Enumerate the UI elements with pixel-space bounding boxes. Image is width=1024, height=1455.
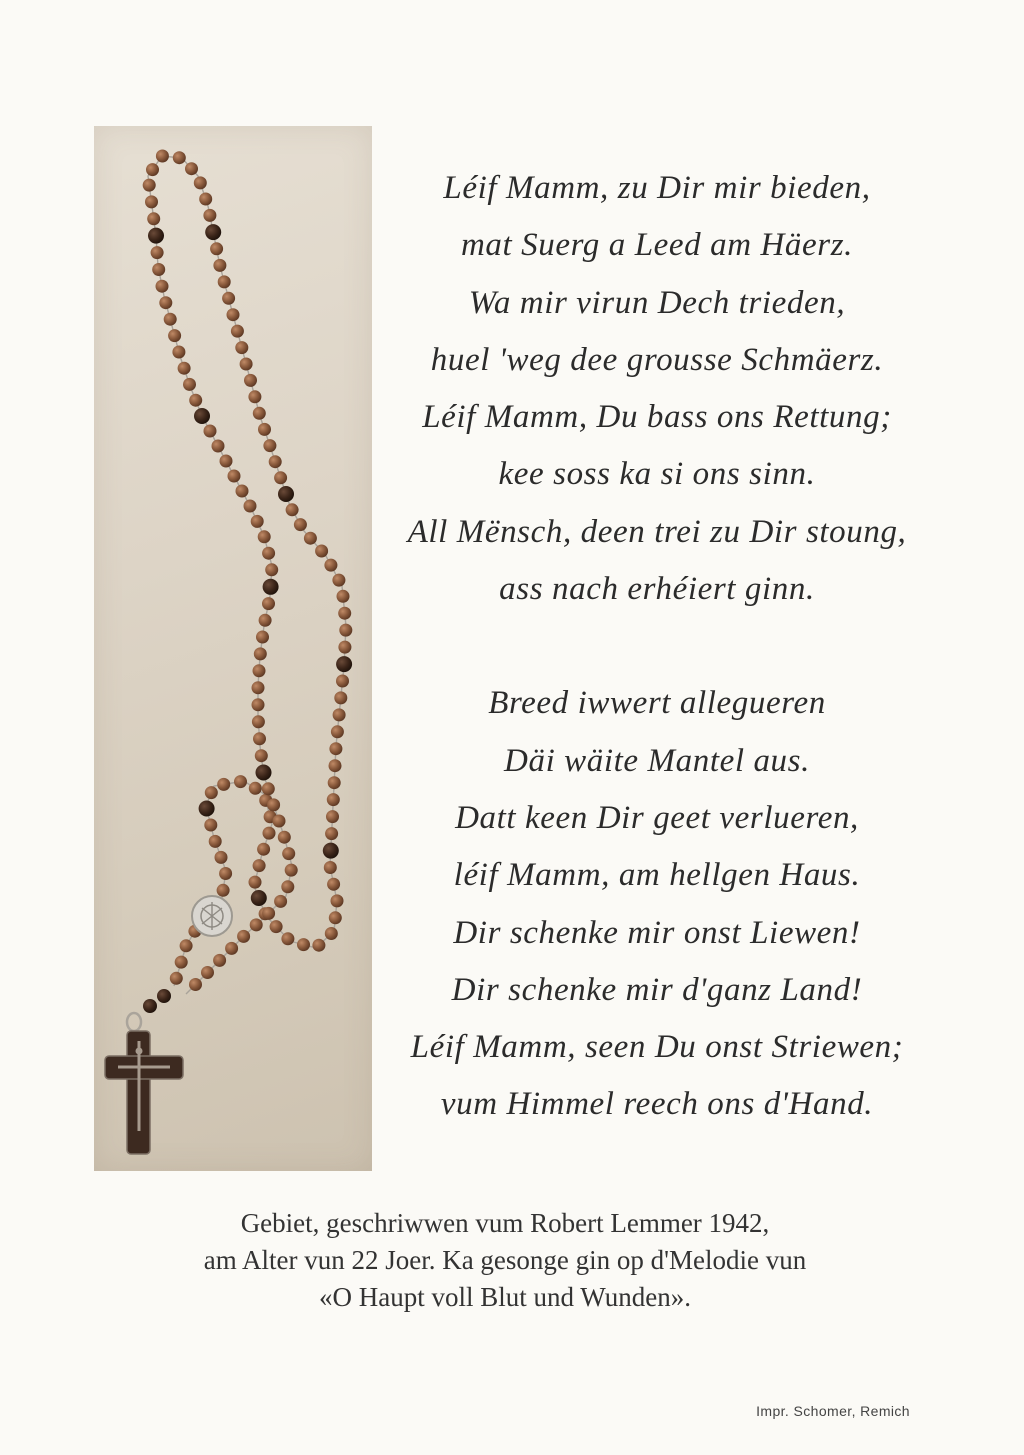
rosary-bead-dark bbox=[251, 890, 267, 906]
rosary-bead-dark bbox=[205, 224, 221, 240]
poem-line: kee soss ka si ons sinn. bbox=[498, 456, 816, 493]
rosary-bead bbox=[327, 793, 340, 806]
rosary-bead bbox=[315, 545, 328, 558]
poem-line: Léif Mamm, Du bass ons Rettung; bbox=[422, 399, 892, 436]
rosary-bead bbox=[282, 847, 295, 860]
rosary-bead bbox=[274, 471, 287, 484]
rosary-bead bbox=[294, 518, 307, 531]
poem-line: Dir schenke mir d'ganz Land! bbox=[451, 971, 863, 1008]
rosary-bead bbox=[329, 759, 342, 772]
rosary-bead bbox=[170, 972, 183, 985]
rosary-bead bbox=[240, 358, 253, 371]
caption bbox=[110, 1205, 900, 1316]
rosary-bead bbox=[173, 151, 186, 164]
rosary-bead bbox=[183, 378, 196, 391]
rosary-bead bbox=[194, 176, 207, 189]
rosary-bead bbox=[231, 325, 244, 338]
caption-line: Gebiet, geschriwwen vum Robert Lemmer 1942, bbox=[240, 1208, 770, 1238]
rosary-bead bbox=[258, 530, 271, 543]
poem-line: Dir schenke mir onst Liewen! bbox=[453, 914, 861, 951]
rosary-bead bbox=[304, 532, 317, 545]
rosary-bead bbox=[259, 614, 272, 627]
rosary-bead bbox=[273, 815, 286, 828]
rosary-bead bbox=[175, 956, 188, 969]
rosary-bead bbox=[227, 308, 240, 321]
rosary-bead bbox=[278, 831, 291, 844]
poem-stanza-2 bbox=[392, 675, 922, 1133]
rosary-bead bbox=[331, 725, 344, 738]
rosary-bead bbox=[156, 150, 169, 163]
rosary-bead bbox=[244, 374, 257, 387]
rosary-bead bbox=[143, 179, 156, 192]
rosary-bead bbox=[219, 867, 232, 880]
poem-line: Léif Mamm, seen Du onst Striewen; bbox=[410, 1029, 904, 1066]
rosary-bead bbox=[257, 843, 270, 856]
rosary-bead bbox=[334, 691, 347, 704]
rosary-bead bbox=[164, 313, 177, 326]
poem-line: léif Mamm, am hellgen Haus. bbox=[453, 857, 861, 894]
rosary-bead bbox=[333, 708, 346, 721]
rosary-bead bbox=[222, 292, 235, 305]
rosary-bead bbox=[332, 574, 345, 587]
rosary-bead bbox=[152, 263, 165, 276]
rosary-bead bbox=[269, 455, 282, 468]
rosary-bead bbox=[236, 485, 249, 498]
rosary-bead bbox=[145, 195, 158, 208]
rosary-bead bbox=[217, 778, 230, 791]
rosary-bead bbox=[265, 563, 278, 576]
rosary-bead bbox=[218, 275, 231, 288]
rosary-bead bbox=[244, 500, 257, 513]
rosary-bead-dark bbox=[143, 999, 157, 1013]
rosary-bead bbox=[215, 851, 228, 864]
rosary-bead bbox=[249, 782, 262, 795]
rosary-bead bbox=[262, 907, 275, 920]
caption-line: am Alter vun 22 Joer. Ka gesonge gin op d'Melodie vun bbox=[203, 1245, 807, 1275]
rosary-bead bbox=[312, 939, 325, 952]
rosary-bead-dark bbox=[157, 989, 171, 1003]
rosary-bead bbox=[324, 559, 337, 572]
rosary-bead bbox=[204, 819, 217, 832]
rosary-bead-dark bbox=[199, 801, 215, 817]
rosary-bead bbox=[212, 440, 225, 453]
rosary-bead bbox=[270, 920, 283, 933]
rosary-bead-dark bbox=[263, 579, 279, 595]
rosary-bead bbox=[180, 939, 193, 952]
rosary-bead bbox=[252, 715, 265, 728]
rosary-bead bbox=[199, 193, 212, 206]
rosary-bead bbox=[252, 698, 265, 711]
rosary-bead bbox=[253, 732, 266, 745]
printer-credit: Impr. Schomer, Remich bbox=[756, 1403, 910, 1419]
rosary-bead bbox=[255, 749, 268, 762]
rosary-bead bbox=[324, 861, 337, 874]
rosary-bead bbox=[146, 163, 159, 176]
medal bbox=[192, 896, 232, 936]
rosary-bead bbox=[253, 407, 266, 420]
poem-line: mat Suerg a Leed am Häerz. bbox=[460, 227, 853, 264]
rosary-bead bbox=[329, 742, 342, 755]
rosary-bead bbox=[336, 675, 349, 688]
rosary-bead bbox=[156, 280, 169, 293]
rosary-bead bbox=[189, 394, 202, 407]
rosary-bead bbox=[249, 876, 262, 889]
poem-stanza-1 bbox=[392, 160, 922, 618]
rosary-bead bbox=[338, 641, 351, 654]
rosary-bead bbox=[248, 390, 261, 403]
rosary-bead bbox=[252, 681, 265, 694]
rosary-bead bbox=[263, 439, 276, 452]
rosary-bead bbox=[204, 425, 217, 438]
rosary-bead bbox=[234, 775, 247, 788]
caption-line: «O Haupt voll Blut und Wunden». bbox=[319, 1282, 691, 1312]
rosary-bead bbox=[189, 978, 202, 991]
rosary-bead bbox=[225, 942, 238, 955]
rosary-bead bbox=[267, 798, 280, 811]
rosary-bead bbox=[168, 329, 181, 342]
poem-line: All Mënsch, deen trei zu Dir stoung, bbox=[407, 513, 907, 550]
rosary-bead-dark bbox=[278, 486, 294, 502]
rosary-bead-dark bbox=[256, 765, 272, 781]
rosary-photo bbox=[94, 126, 372, 1171]
rosary-bead bbox=[338, 607, 351, 620]
rosary-bead bbox=[326, 810, 339, 823]
rosary-bead bbox=[263, 827, 276, 840]
rosary-bead bbox=[281, 880, 294, 893]
rosary-bead bbox=[274, 895, 287, 908]
rosary-bead bbox=[147, 212, 160, 225]
rosary-illustration bbox=[94, 126, 372, 1171]
rosary-bead bbox=[178, 362, 191, 375]
poem-line: ass nach erhéiert ginn. bbox=[499, 571, 815, 608]
poem-line: Wa mir virun Dech trieden, bbox=[468, 284, 846, 321]
rosary-bead bbox=[253, 859, 266, 872]
poem-line: Däi wäite Mantel aus. bbox=[504, 742, 810, 779]
poem bbox=[392, 160, 922, 1134]
rosary-bead bbox=[210, 242, 223, 255]
rosary-beads bbox=[143, 150, 353, 1014]
rosary-bead bbox=[286, 503, 299, 516]
rosary-bead bbox=[253, 664, 266, 677]
rosary-bead bbox=[262, 547, 275, 560]
rosary-bead bbox=[325, 927, 338, 940]
rosary-bead bbox=[281, 932, 294, 945]
poem-line: Datt keen Dir geet verlueren, bbox=[455, 799, 859, 836]
rosary-bead bbox=[201, 966, 214, 979]
rosary-bead bbox=[331, 894, 344, 907]
rosary-bead-dark bbox=[148, 228, 164, 244]
rosary-bead bbox=[220, 455, 233, 468]
rosary-bead bbox=[329, 911, 342, 924]
rosary-bead bbox=[256, 631, 269, 644]
rosary-bead bbox=[185, 162, 198, 175]
rosary-bead bbox=[262, 597, 275, 610]
rosary-bead-dark bbox=[194, 408, 210, 424]
rosary-bead bbox=[228, 470, 241, 483]
poem-line: vum Himmel reech ons d'Hand. bbox=[440, 1086, 874, 1123]
rosary-bead bbox=[297, 938, 310, 951]
rosary-bead bbox=[328, 776, 341, 789]
rosary-bead-dark bbox=[323, 843, 339, 859]
rosary-bead bbox=[159, 296, 172, 309]
rosary-bead bbox=[172, 346, 185, 359]
rosary-bead bbox=[203, 209, 216, 222]
rosary-bead bbox=[209, 835, 222, 848]
rosary-bead bbox=[285, 864, 298, 877]
rosary-bead bbox=[337, 590, 350, 603]
rosary-bead bbox=[254, 647, 267, 660]
rosary-bead bbox=[213, 954, 226, 967]
poem-line: Breed iwwert allegueren bbox=[488, 685, 826, 722]
crucifix bbox=[105, 1013, 183, 1154]
rosary-bead bbox=[205, 786, 218, 799]
rosary-bead bbox=[262, 782, 275, 795]
rosary-chain bbox=[148, 156, 346, 994]
rosary-bead bbox=[327, 878, 340, 891]
rosary-bead bbox=[237, 930, 250, 943]
rosary-bead bbox=[213, 259, 226, 272]
rosary-chain-line bbox=[148, 156, 346, 994]
rosary-bead bbox=[325, 827, 338, 840]
rosary-bead-dark bbox=[336, 656, 352, 672]
rosary-bead bbox=[217, 884, 230, 897]
rosary-bead bbox=[250, 918, 263, 931]
rosary-bead bbox=[151, 246, 164, 259]
rosary-bead bbox=[339, 624, 352, 637]
rosary-bead bbox=[251, 515, 264, 528]
rosary-bead bbox=[235, 341, 248, 354]
rosary-bead bbox=[258, 423, 271, 436]
poem-line: huel 'weg dee grousse Schmäerz. bbox=[430, 341, 884, 378]
poem-line: Léif Mamm, zu Dir mir bieden, bbox=[443, 170, 871, 206]
